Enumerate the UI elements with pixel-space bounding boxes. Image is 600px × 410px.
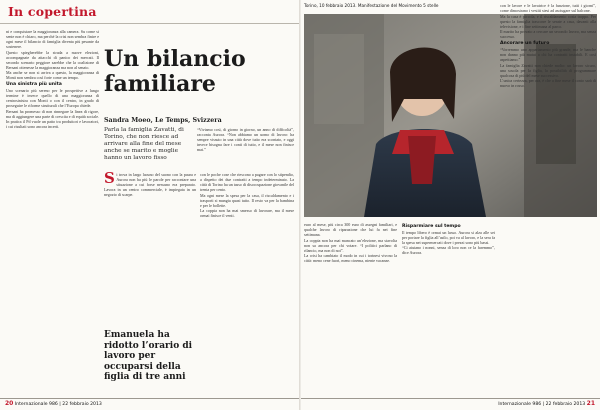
pull-quote: Emanuela ha ridotto l’orario di lavoro per occuparsi della figlia di tre anni — [104, 330, 193, 382]
intro-text: i trova in largo lacuno del suono con la paura e Aurora non ha più le parole per raccontare una situazione a cui forse nessuno era preparato. Lavora in un centro commerciale, è impiegata in un negozio di scarpe. — [104, 172, 196, 198]
right-page — [301, 0, 600, 410]
article-deck: Parla la famiglia Zavatti, di Torino, che non riesce ad arrivare alla fine del mese anche se marito e moglie hanno un lavoro fisso — [104, 127, 184, 162]
footer-rule — [301, 398, 600, 399]
photo-caption: Torino, 10 febbraio 2013. Manifestazione del Movimento 5 stelle — [304, 3, 439, 8]
section-label: In copertina — [8, 4, 97, 19]
left-text-column-3 — [200, 172, 294, 386]
folio-text: Internazionale 986 | 22 febbraio 2013 — [498, 402, 586, 407]
page-folio-left — [5, 400, 102, 407]
subheading: Risparmiare sul tempo — [402, 224, 461, 229]
intro-quote: “Viviamo così, di giorno in giorno, un anno di difficoltà”, racconta Aurora. “Non abbiamo un uomo di lavoro: ha sempre vissuto in una città dove tutto era scontato, e oggi invece bisogna fare i conti di tutto, e il mese non finisce mai.” — [197, 127, 294, 153]
right-text-column-1 — [304, 222, 397, 386]
subheading: Una sinistra più unita — [6, 82, 62, 88]
paragraph: “Vorremmo uno appartamento più grande, ma le banche non danno più mutui a chi ha contratti instabili. E così aspettiamo.” — [500, 46, 596, 62]
page-folio-right — [498, 400, 595, 407]
paragraph: La crisi ha cambiato il modo in cui i torinesi vivono la città: meno cene fuori, meno cinema, niente vacanze. — [304, 253, 397, 264]
paragraph: L’unica certezza, per ora, è che a fine mese il conto sarà di nuovo in rosso. — [500, 78, 596, 89]
article-intro — [104, 172, 196, 326]
subheading: Ancorare un futuro — [500, 41, 550, 47]
left-page — [0, 0, 299, 410]
paragraph: Ma ogni mese la spesa per la casa, il riscaldamento e i trasporti si mangia quasi tutto. Il resto va per la bambina e per le bollette. — [200, 192, 294, 208]
paragraph: Ma la casa è piccola, e il riscaldamento costa troppo. Per questo la famiglia trascorre le serate a casa, davanti alla televisione, e i fine settimana al parco. — [500, 13, 596, 29]
section-header — [0, 0, 299, 24]
paragraph: La coppia non ha mai smesso di lavorare, ma il mese ormai finisce il venti. — [200, 208, 294, 219]
left-text-column — [6, 29, 99, 385]
paragraph: con le poche cose che riescono a pagare con lo stipendio, a dispetto dei due contratti a tempo indeterminato. La città di Torino ha un tasso di disoccupazione giovanile del trenta per cento. — [200, 172, 294, 193]
paragraph: Ma anche se non si arriva a questo, la maggioranza di Monti non sembra così forte come un tempo. — [6, 70, 99, 81]
drop-cap: S — [104, 172, 115, 187]
paragraph: Questo spiegherebbe la strada a nuove elezioni, accompagnate da attacchi di panico dei mercati. Il secondo scenario peggiore sarebbe che la coalizione di Bersani ottenesse la maggioranza ma non al senato. — [6, 49, 99, 70]
article-headline — [104, 47, 294, 96]
paragraph: con le lavore e le lavatrice è la funzione, tutti i giorni”, come dimostrano i vestiti stesi ad asciugare sul balcone. — [500, 3, 596, 14]
right-text-column-2 — [402, 222, 495, 386]
paragraph: Il marito ha provato a cercare un secondo lavoro, ma senza successo. — [500, 29, 596, 40]
paragraph: ni e conquistare la maggioranza alla camera. Su come si sente non è chiaro, ma perché la crisi non sembra finire e ogni mese il bilancio di famiglia diventa più pesante da sostenere. — [6, 29, 99, 50]
page-number: 20 — [5, 400, 14, 407]
page-number: 21 — [586, 400, 595, 407]
headline-line: Un bilancio — [104, 46, 246, 72]
paragraph: “Ci aiutano i nonni, senza di loro non ce la faremmo”, dice Aurora. — [402, 245, 495, 256]
paragraph: Uno scenario più sereno per le prospettive a lungo termine è invece quello di una maggioranza di centrosinistra con Monti o con il centro, in grado di proseguire le riforme strutturali che l’Europa chiede. — [6, 88, 99, 109]
folio-text: Internazionale 986 | 22 febbraio 2013 — [14, 402, 102, 407]
headline-line: familiare — [104, 70, 216, 97]
paragraph: Il tempo libero è ormai un lusso. Aurora si alza alle sei per portare la figlia all’asilo, poi va al lavoro, e la sera fa la spesa nei supermercati dove i prezzi sono più bassi. — [402, 229, 495, 245]
right-text-column-3 — [500, 3, 596, 386]
paragraph: La famiglia Zavatti non chiede molto: un lavoro sicuro, una scuola per la figlia, la possibilità di programmare qualcosa di più del mese successivo. — [500, 62, 596, 78]
byline: Sandra Moeo, Le Temps, Svizzera — [104, 117, 222, 124]
paragraph: La coppia non ha mai mancato un’elezione, ma stavolta non sa ancora per chi votare. “I politici parlano di rilancio, ma non di noi”. — [304, 237, 397, 253]
paragraph: Bersani ha promesso di non rinnegare la linea di rigore, ma di aggiungere una parte di crescita e di equità sociale. In pratica il Pd vuole un patto tra produttori e lavoratori, i cui risultati sono ancora incerti. — [6, 108, 99, 129]
paragraph: euro al mese, più circa 300 euro di assegni familiari, e qualche lavoro di riparazione che lui fa nei fine settimana. — [304, 222, 397, 238]
footer-rule — [0, 398, 299, 399]
